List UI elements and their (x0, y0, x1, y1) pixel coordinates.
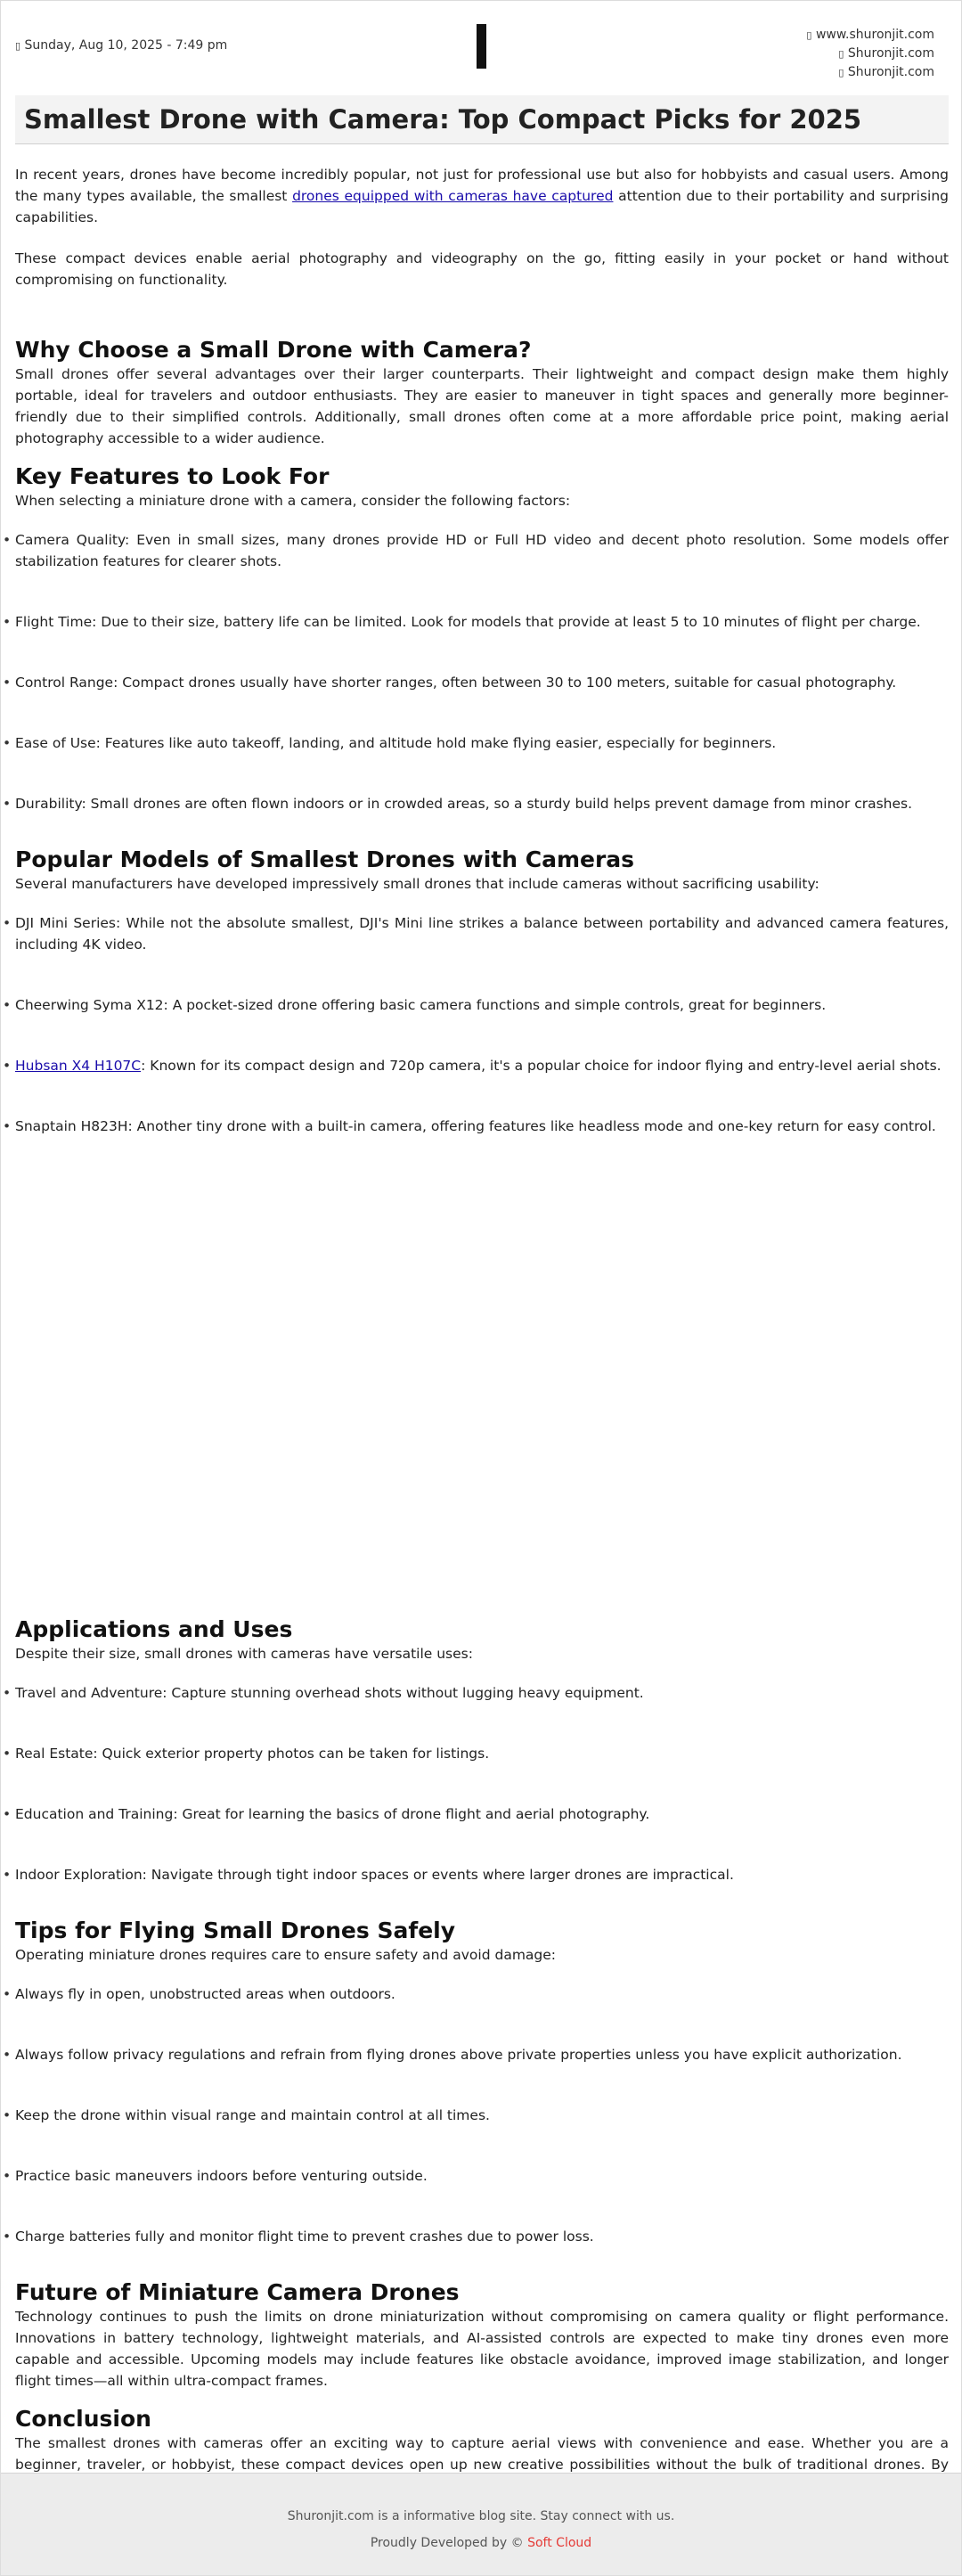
why-paragraph: Small drones offer several advantages over their larger counterparts. Their lightweight and compact design make them highly portable, ideal for travelers and outdoor enthusiasts. They are easier to maneuver in tight spaces and generally more beginner-friendly due to their simplified controls. Additionally, small drones often come at a more affordable price point, making aerial photography accessible to a wider audience. (15, 366, 949, 446)
list-item: • Durability: Small drones are often flown indoors or in crowded areas, so a sturdy build helps prevent damage from minor crashes. (3, 793, 949, 814)
list-item: • Ease of Use: Features like auto takeoff, landing, and altitude hold make flying easier, especially for beginners. (3, 732, 949, 754)
list-item: • Keep the drone within visual range and maintain control at all times. (3, 2105, 949, 2126)
list-item: • Education and Training: Great for learning the basics of drone flight and aerial photography. (3, 1803, 949, 1825)
drones-inline-link[interactable]: drones equipped with cameras have captured (292, 188, 614, 204)
features-heading: Key Features to Look For (15, 463, 330, 489)
list-item: • Camera Quality: Even in small sizes, many drones provide HD or Full HD video and decent photo resolution. Some models offer stabilization features for clearer shots. (3, 529, 949, 572)
models-heading: Popular Models of Smallest Drones with Cameras (15, 846, 635, 872)
list-item: • Always follow privacy regulations and refrain from flying drones above private properties unless you have explicit authorization. (3, 2044, 949, 2065)
applications-intro: Despite their size, small drones with cameras have versatile uses: (15, 1646, 473, 1662)
tips-heading: Tips for Flying Small Drones Safely (15, 1918, 456, 1943)
footer-tagline: Shuronjit.com is a informative blog site. Stay connect with us. (287, 2509, 675, 2523)
models-intro: Several manufacturers have developed impressively small drones that include cameras without sacrificing usability: (15, 876, 819, 892)
applications-heading: Applications and Uses (15, 1616, 293, 1642)
header-link-1[interactable]: ▯ www.shuronjit.com (806, 28, 934, 42)
conclusion-paragraph: The smallest drones with cameras offer an exciting way to capture aerial views with convenience and ease. Whether you are a beginner, traveler, or hobbyist, these compact devices open up new creative possibilities without the bulk of traditional drones. By (15, 2435, 949, 2473)
header-link-3[interactable]: ▯ Shuronjit.com (838, 65, 934, 79)
list-item: • Flight Time: Due to their size, battery life can be limited. Look for models that provide at least 5 to 10 minutes of flight per charge. (3, 611, 949, 633)
conclusion-heading: Conclusion (15, 2406, 151, 2432)
future-heading: Future of Miniature Camera Drones (15, 2279, 460, 2305)
header-links (806, 26, 934, 82)
site-footer (1, 2473, 961, 2575)
header-link-2[interactable]: ▯ Shuronjit.com (838, 46, 934, 61)
list-item: • Indoor Exploration: Navigate through tight indoor spaces or events where larger drones are impractical. (3, 1864, 949, 1885)
why-heading: Why Choose a Small Drone with Camera? (15, 337, 532, 363)
title-box (15, 95, 949, 144)
applications-list (3, 1682, 949, 1885)
globe-icon: ▯ (838, 67, 844, 78)
features-list (3, 529, 949, 814)
list-item: • Snaptain H823H: Another tiny drone with a built-in camera, offering features like headless mode and one-key return for easy control. (3, 1116, 949, 1137)
intro-paragraph-2: These compact devices enable aerial photography and videography on the go, fitting easily in your pocket or hand without compromising on functionality. (15, 250, 949, 288)
hubsan-link[interactable]: Hubsan X4 H107C (15, 1058, 142, 1074)
list-item: • Practice basic maneuvers indoors before venturing outside. (3, 2165, 949, 2187)
blank-ad-space (15, 1137, 949, 1616)
page-title: Smallest Drone with Camera: Top Compact Picks for 2025 (24, 104, 862, 135)
calendar-icon: ▯ (15, 40, 21, 52)
intro-paragraph-1: In recent years, drones have become incredibly popular, not just for professional use but also for hobbyists and casual users. Among the many types available, the smallest drones equipped with cameras have captured attention due to their portability and surprising capabilities. (15, 167, 949, 225)
developer-link[interactable]: Soft Cloud (527, 2536, 592, 2550)
top-bar (1, 1, 961, 79)
list-item: • DJI Mini Series: While not the absolute smallest, DJI's Mini line strikes a balance between portability and advanced camera features, including 4K video. (3, 912, 949, 955)
future-paragraph: Technology continues to push the limits on drone miniaturization without compromising on camera quality or flight performance. Innovations in battery technology, lightweight materials, and AI-assisted controls are expected to make tiny drones even more capable and accessible. Upcoming models may include features like obstacle avoidance, improved image stabilization, and longer flight times—all within ultra-compact frames. (15, 2309, 949, 2389)
list-item: • Real Estate: Quick exterior property photos can be taken for listings. (3, 1743, 949, 1764)
globe-icon: ▯ (806, 29, 812, 41)
site-logo[interactable] (477, 24, 486, 69)
article-body (15, 164, 949, 2518)
features-intro: When selecting a miniature drone with a camera, consider the following factors: (15, 493, 571, 509)
list-item: • Charge batteries fully and monitor flight time to prevent crashes due to power loss. (3, 2226, 949, 2247)
list-item: • Travel and Adventure: Capture stunning overhead shots without lugging heavy equipment. (3, 1682, 949, 1704)
tips-intro: Operating miniature drones requires care to ensure safety and avoid damage: (15, 1947, 557, 1963)
list-item: • Hubsan X4 H107C: Known for its compact design and 720p camera, it's a popular choice for indoor flying and entry-level aerial shots. (3, 1055, 949, 1076)
globe-icon: ▯ (838, 48, 844, 60)
list-item: • Cheerwing Syma X12: A pocket-sized drone offering basic camera functions and simple controls, great for beginners. (3, 994, 949, 1016)
list-item: • Control Range: Compact drones usually have shorter ranges, often between 30 to 100 meters, suitable for casual photography. (3, 672, 949, 693)
date-text: Sunday, Aug 10, 2025 - 7:49 pm (24, 38, 228, 53)
list-item: • Always fly in open, unobstructed areas when outdoors. (3, 1983, 949, 2005)
footer-credit: Proudly Developed by © Soft Cloud (370, 2536, 592, 2550)
models-list (3, 912, 949, 1137)
tips-list (3, 1983, 949, 2247)
date-display (15, 38, 227, 53)
